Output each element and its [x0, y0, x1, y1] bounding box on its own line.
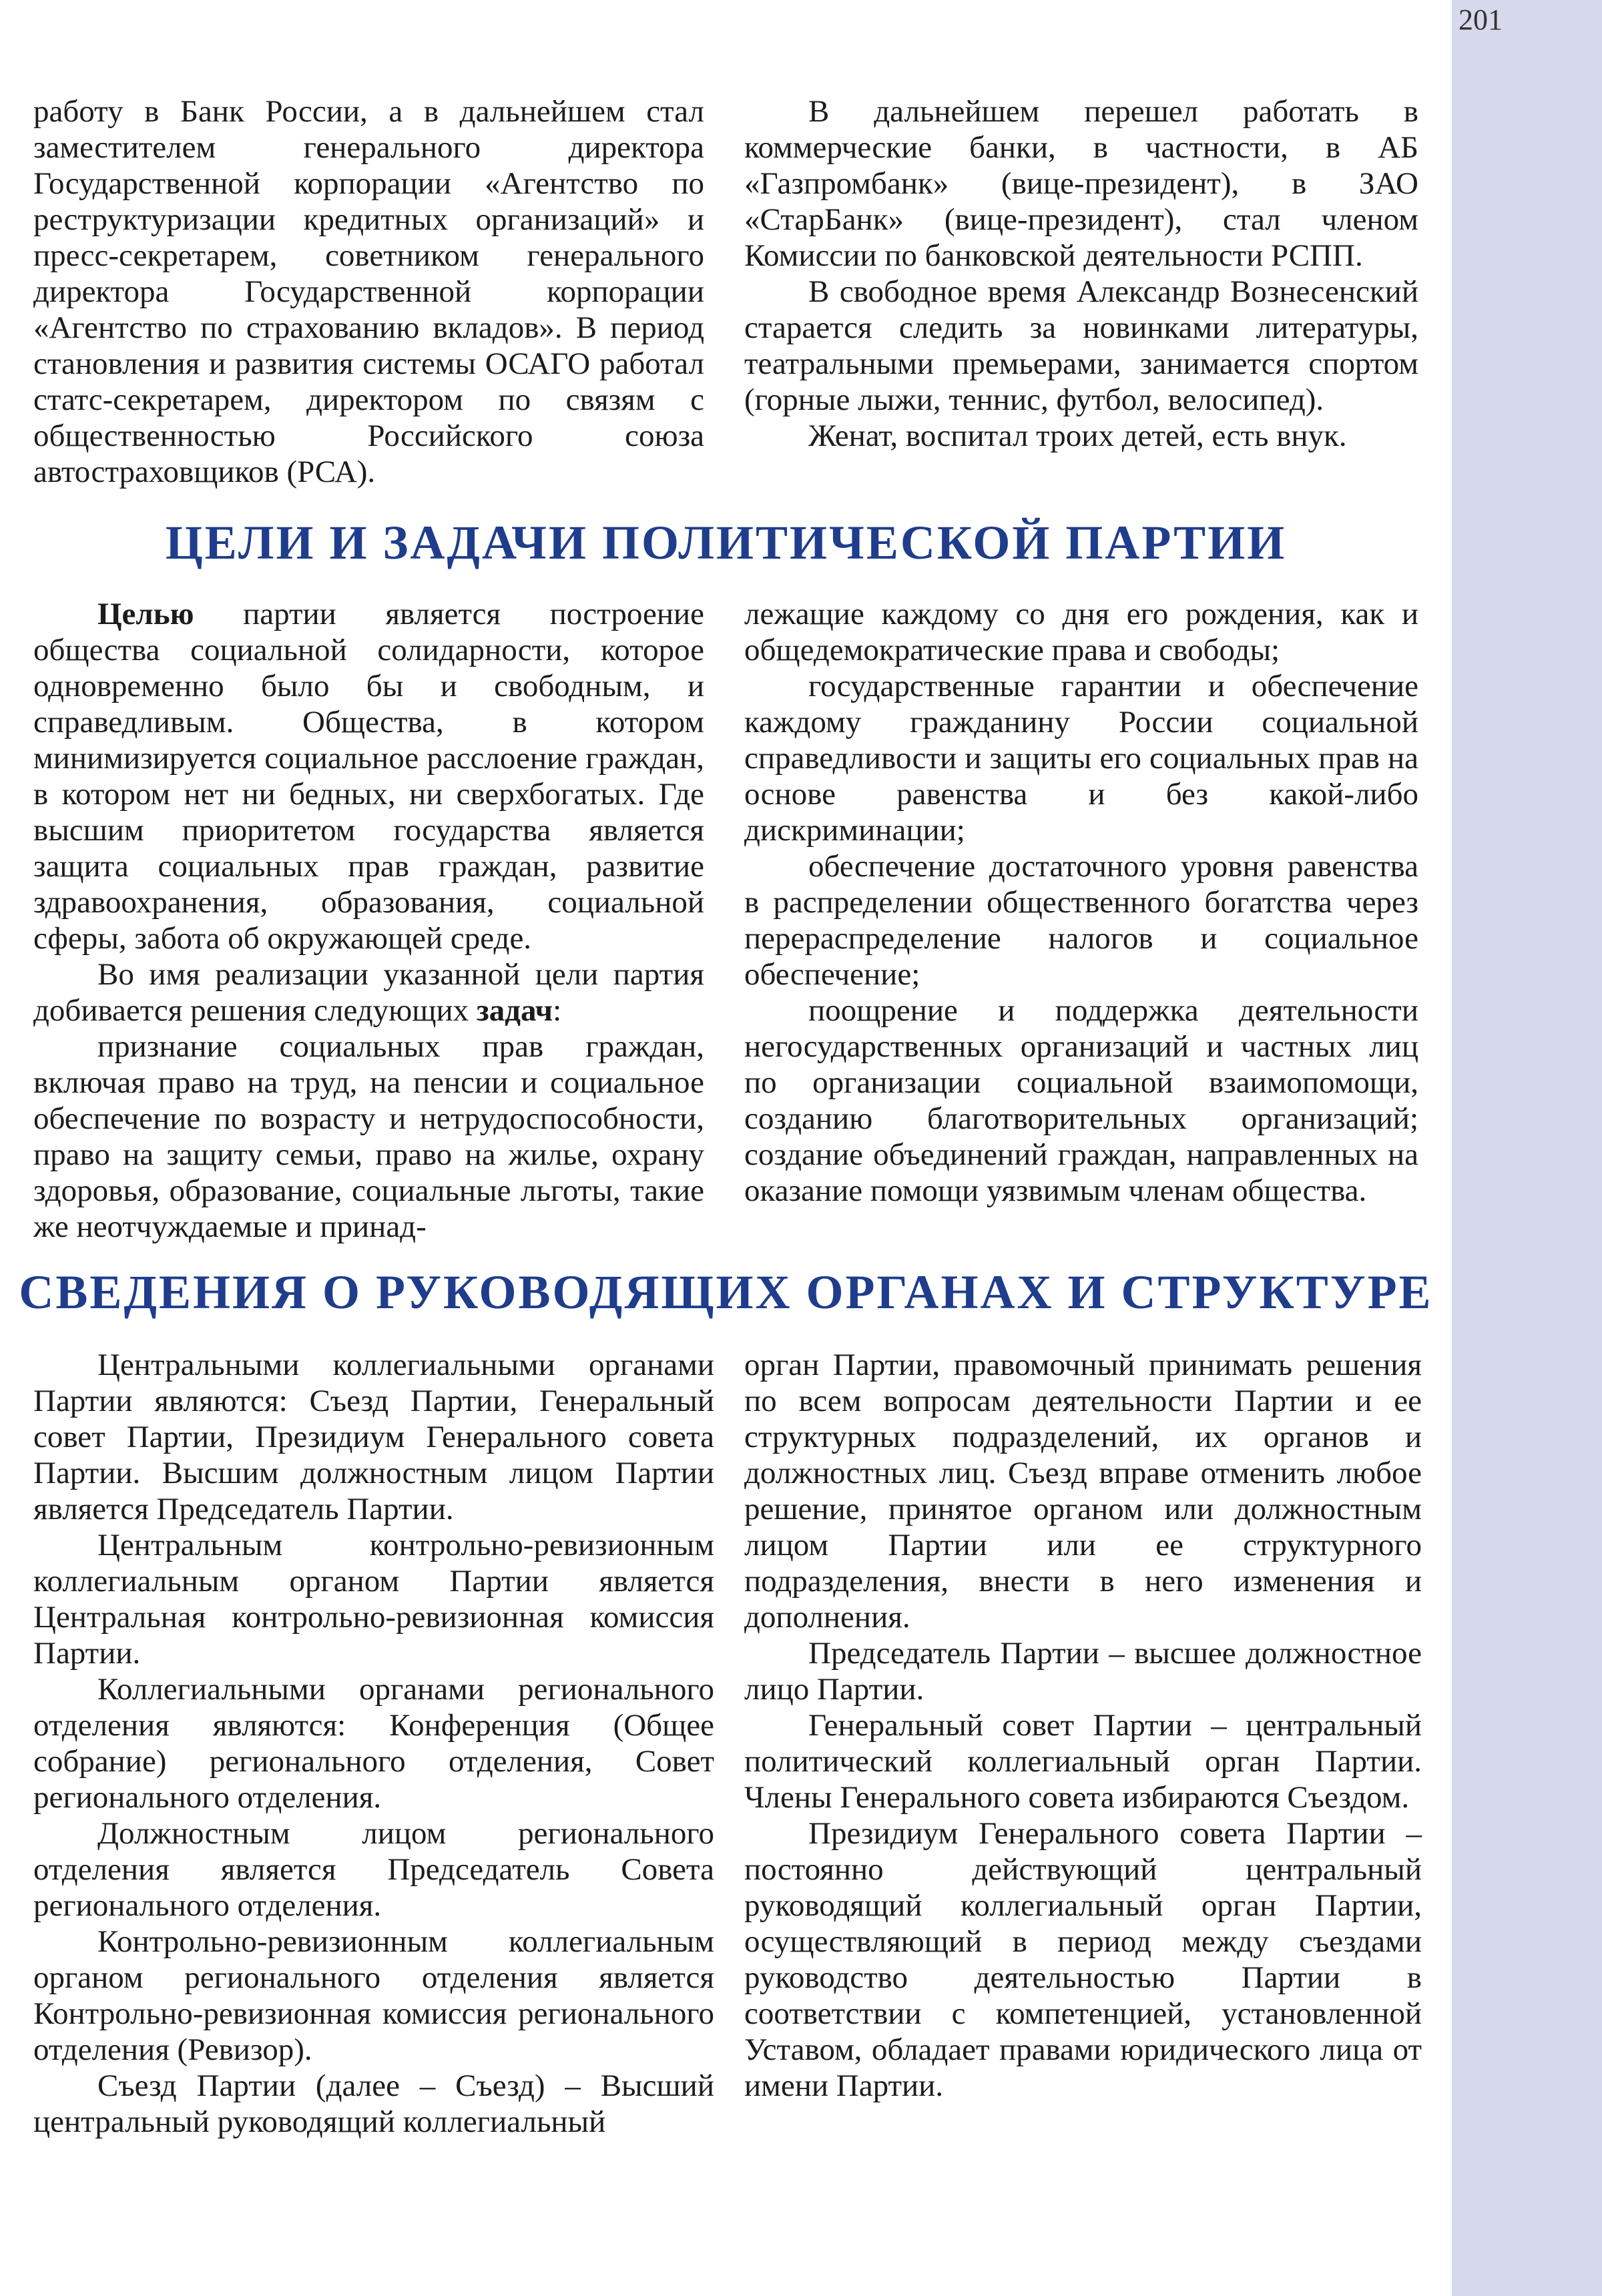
paragraph: Съезд Партии (далее – Съезд) – Высший центральный руководящий коллегиальный	[33, 2068, 714, 2139]
paragraph: лежащие каждому со дня его рождения, как и общедемократические права и свободы;	[744, 597, 1418, 667]
paragraph: Женат, воспитал троих детей, есть внук.	[808, 418, 1347, 453]
goals-right-column	[744, 596, 1418, 1209]
paragraph: Председатель Партии – высшее должностное лицо Партии.	[744, 1636, 1422, 1707]
paragraph: В дальнейшем перешел работать в коммерческие банки, в частности, в АБ «Газпромбанк» (вице-президент), в ЗАО «СтарБанк» (вице-президент), стал членом Комиссии по банковской деятельности РСПП.	[744, 94, 1418, 273]
bold-term: Целью	[97, 597, 194, 631]
paragraph: Генеральный совет Партии – центральный политический коллегиальный орган Партии. Члены Генерального совета избираются Съездом.	[744, 1708, 1422, 1815]
page-number: 201	[1458, 3, 1503, 36]
paragraph: Должностным лицом регионального отделения является Председатель Совета регионального отделения.	[33, 1816, 714, 1923]
paragraph: Коллегиальными органами регионального отделения являются: Конференция (Общее собрание) регионального отделения, Совет регионального отделения.	[33, 1672, 714, 1815]
paragraph: орган Партии, правомочный принимать решения по всем вопросам деятельности Партии и ее структурных подразделений, их органов и должностных лиц. Съезд вправе отменить любое решение, принятое органом или должностным лицом Партии или ее структурного подразделения, внести в него изменения и дополнения.	[744, 1348, 1422, 1635]
paragraph: Президиум Генерального совета Партии – постоянно действующий центральный руководящий коллегиальный орган Партии, осуществляющий в период между съездами руководство деятельностью Партии в соответствии с компетенцией, установленной Уставом, обладает правами юридического лица от имени Партии.	[744, 1816, 1422, 2103]
paragraph: государственные гарантии и обеспечение каждому гражданину России социальной справедливости и защиты его социальных прав на основе равенства и без какой-либо дискриминации;	[744, 669, 1418, 848]
structure-right-column	[744, 1347, 1422, 2104]
bio-right-column	[744, 93, 1418, 454]
paragraph: признание социальных прав граждан, включая право на труд, на пенсии и социальное обеспечение по возрасту и нетрудоспособности, право на защиту семьи, право на жилье, охрану здоровья, образование, социальные льготы, такие же неотчуждаемые и принад-	[33, 1029, 704, 1244]
paragraph: Центральными коллегиальными органами Партии являются: Съезд Партии, Генеральный совет Партии, Президиум Генерального совета Партии. Высшим должностным лицом Партии является Председатель Партии.	[33, 1348, 714, 1526]
paragraph: работу в Банк России, а в дальнейшем стал заместителем генерального директора Государственной корпорации «Агентство по реструктуризации кредитных организаций» и пресс-секретарем, советником генерального директора Государственной корпорации «Агентство по страхованию вкладов». В период становления и развития системы ОСАГО работал статс-секретарем, директором по связям с общественностью Российского союза автостраховщиков (РСА).	[33, 94, 704, 489]
section-heading-structure: СВЕДЕНИЯ О РУКОВОДЯЩИХ ОРГАНАХ И СТРУКТУРЕ	[19, 1265, 1433, 1319]
bio-left-column	[33, 93, 704, 490]
structure-left-column	[33, 1347, 714, 2140]
paragraph: Целью партии является построение общества социальной солидарности, которое одновременно было бы и свободным, и справедливым. Общества, в котором минимизируется социальное расслоение граждан, в котором нет ни бедных, ни сверхбогатых. Где высшим приоритетом государства является защита социальных прав граждан, развитие здравоохранения, образования, социальной сферы, забота об окружающей среде.	[33, 597, 704, 956]
paragraph: поощрение и поддержка деятельности негосударственных организаций и частных лиц по организации социальной взаимопомощи, созданию благотворительных организаций; создание объединений граждан, направленных на оказание помощи уязвимым членам общества.	[744, 993, 1418, 1208]
goals-left-column	[33, 596, 704, 1245]
paragraph: обеспечение достаточного уровня равенства в распределении общественного богатства через перераспределение налогов и социальное обеспечение;	[744, 849, 1418, 992]
bold-term: задач	[476, 993, 553, 1028]
side-band	[1452, 0, 1602, 2296]
paragraph: Центральным контрольно-ревизионным коллегиальным органом Партии является Центральная контрольно-ревизионная комиссия Партии.	[33, 1528, 714, 1671]
paragraph: Во имя реализации указанной цели партия добивается решения следующих задач:	[33, 957, 704, 1028]
paragraph: Контрольно-ревизионным коллегиальным органом регионального отделения является Контрольно-ревизионная комиссия регионального отделения (Ревизор).	[33, 1924, 714, 2067]
section-heading-goals: ЦЕЛИ И ЗАДАЧИ ПОЛИТИЧЕСКОЙ ПАРТИИ	[165, 516, 1287, 569]
paragraph: В свободное время Александр Вознесенский старается следить за новинками литературы, театральными премьерами, занимается спортом (горные лыжи, теннис, футбол, велосипед).	[744, 274, 1418, 417]
